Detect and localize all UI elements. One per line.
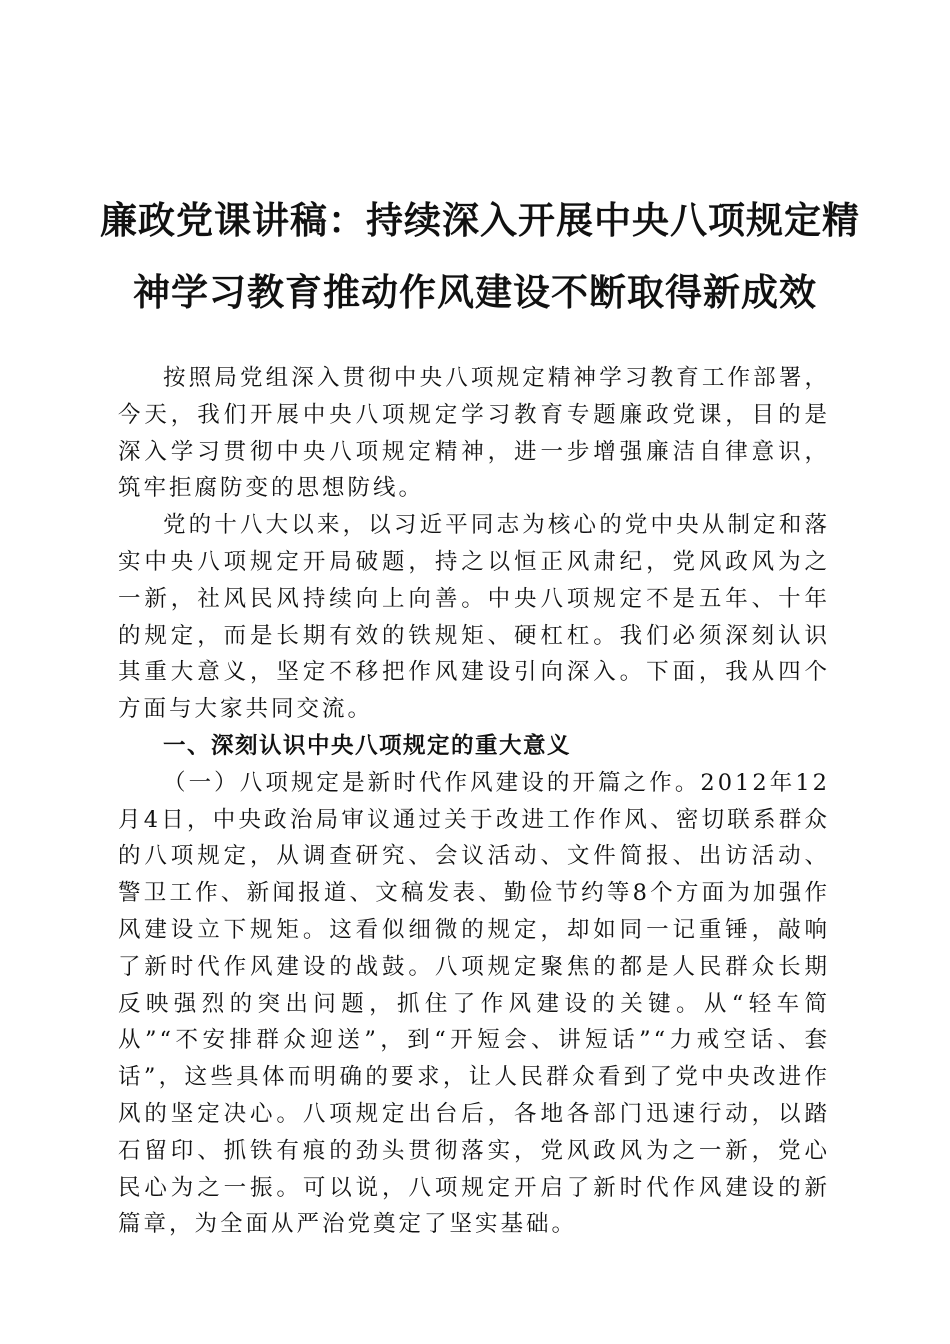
document-title-line-1: 廉政党课讲稿：持续深入开展中央八项规定精	[100, 198, 860, 242]
body-paragraph-intro: 按照局党组深入贯彻中央八项规定精神学习教育工作部署，今天，我们开展中央八项规定学习教育专题廉政党课，目的是深入学习贯彻中央八项规定精神，进一步增强廉洁自律意识，筑牢拒腐防变的思想防线。	[118, 365, 830, 502]
body-paragraph-background: 党的十八大以来，以习近平同志为核心的党中央从制定和落实中央八项规定开局破题，持之以恒正风肃纪，党风政风为之一新，社风民风持续向上向善。中央八项规定不是五年、十年的规定，而是长期有效的铁规矩、硬杠杠。我们必须深刻认识其重大意义，坚定不移把作风建设引向深入。下面，我从四个方面与大家共同交流。	[118, 512, 830, 723]
section-heading: 一、深刻认识中央八项规定的重大意义	[163, 732, 572, 759]
document-title-line-2: 神学习教育推动作风建设不断取得新成效	[133, 270, 817, 314]
section-paragraph: （一）八项规定是新时代作风建设的开篇之作。2012年12月4日，中央政治局审议通过关于改进工作作风、密切联系群众的八项规定，从调查研究、会议活动、文件简报、出访活动、警卫工作、新闻报道、文稿发表、勤俭节约等8个方面为加强作风建设立下规矩。这看似细微的规定，却如同一记重锤，敲响了新时代作风建设的战鼓。八项规定聚焦的都是人民群众长期反映强烈的突出问题，抓住了作风建设的关键。从“轻车简从”“不安排群众迎送”，到“开短会、讲短话”“力戒空话、套话”，这些具体而明确的要求，让人民群众看到了党中央改进作风的坚定决心。八项规定出台后，各地各部门迅速行动，以踏石留印、抓铁有痕的劲头贯彻落实，党风政风为之一新，党心民心为之一振。可以说，八项规定开启了新时代作风建设的新篇章，为全面从严治党奠定了坚实基础。	[118, 769, 830, 1238]
document-body	[118, 360, 830, 1243]
